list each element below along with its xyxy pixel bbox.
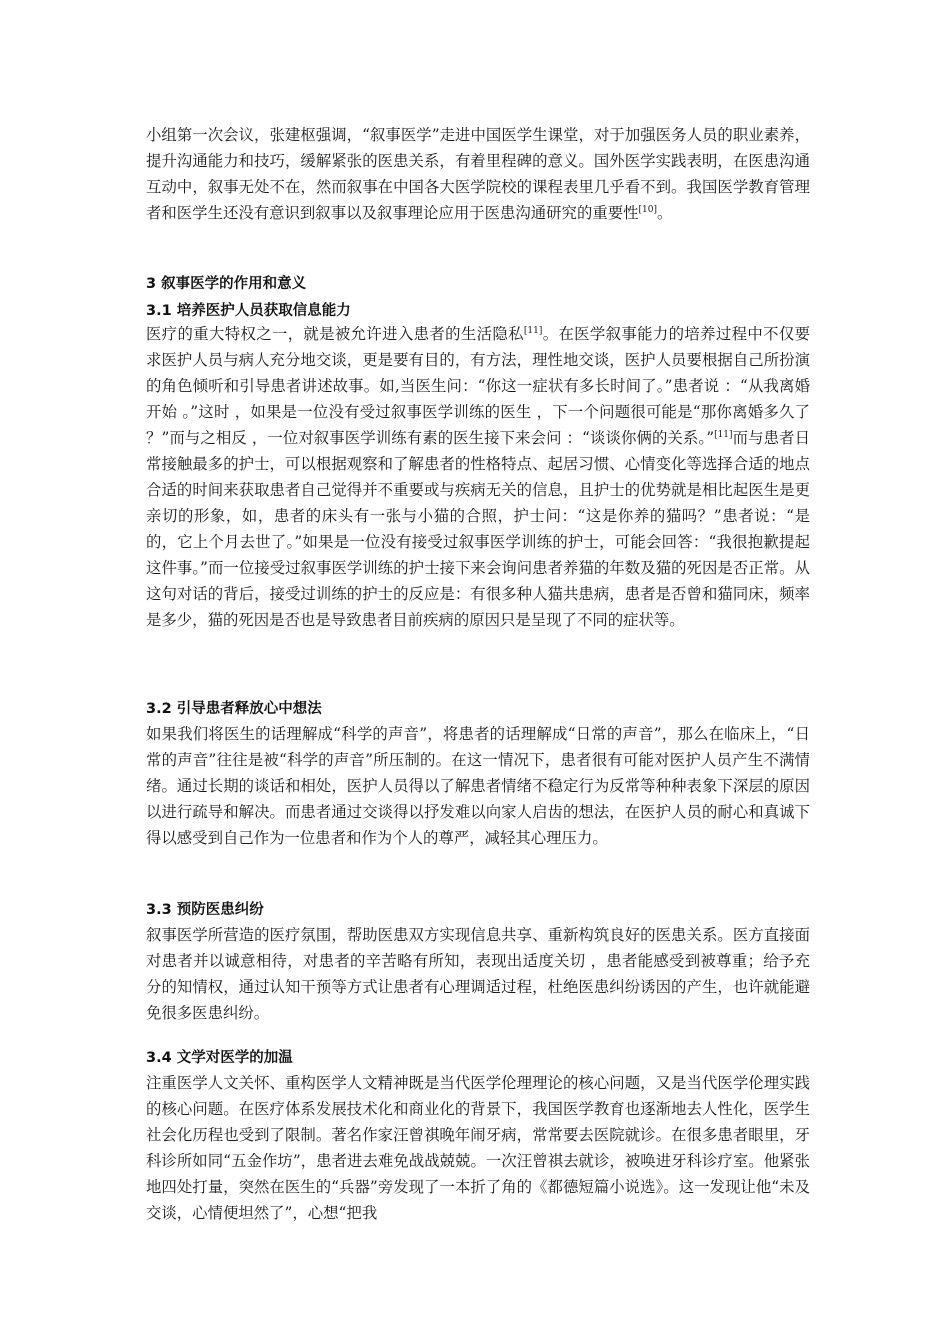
section-3-heading: 3 叙事医学的作用和意义: [146, 276, 307, 292]
citation-11-b: [11]: [714, 430, 733, 440]
section-3-4-paragraph: 注重医学人文关怀、重构医学人文精神既是当代医学伦理理论的核心问题，又是当代医学伦理实践的核心问题。在医疗体系发展技术化和商业化的背景下，我国医学教育也逐渐地去人性化，医学生社会化历程也受到了限制。著名作家汪曾祺晚年闹牙病，常常要去医院就诊。在很多患者眼里，牙科诊所如同“五金作坊”，患者进去难免战战兢兢。一次汪曾祺去就诊，被唤进牙科诊疗室。他紧张地四处打量，突然在医生的“兵器”旁发现了一本折了角的《都德短篇小说选》。这一发现让他“未及交谈，心情便坦然了”，心想“把我: [146, 1074, 810, 1222]
intro-text: 小组第一次会议，张建枢强调，“叙事医学”走进中国医学生课堂，对于加强医务人员的职业素养，提升沟通能力和技巧，缓解紧张的医患关系，有着里程碑的意义。国外医学实践表明，在医患沟通互动中，叙事无处不在，然而叙事在中国各大医学院校的课程表里几乎看不到。我国医学教育管理者和医学生还没有意识到叙事以及叙事理论应用于医患沟通研究的重要性: [146, 126, 810, 222]
section-3-2-heading: 3.2 引导患者释放心中想法: [146, 701, 322, 717]
section-3-4: [146, 1046, 810, 1226]
citation-11-a: [11]: [523, 326, 543, 336]
intro-paragraph-block: [146, 122, 810, 226]
section-3-2-paragraph: 如果我们将医生的话理解成“科学的声音”，将患者的话理解成“日常的声音”，那么在临床上，“日常的声音”往往是被“科学的声音”所压制的。在这一情况下，患者很有可能对医护人员产生不满情绪。通过长期的谈话和相处，医护人员得以了解患者情绪不稳定行为反常等种种表象下深层的原因以进行疏导和解决。而患者通过交谈得以抒发难以向家人启齿的想法，在医护人员的耐心和真诚下得以感受到自己作为一位患者和作为个人的尊严，减轻其心理压力。: [146, 725, 810, 847]
section-3-1-paragraph: [146, 321, 810, 633]
section-3-1-text-b: 。在医学叙事能力的培养过程中不仅要求医护人员与病人充分地交谈，更是要有目的，有方法，理性地交谈，医护人员要根据自己所扮演的角色倾听和引导患者讲述故事。如,当医生问：“你这一症状有多长时间了。”患者说 ：“从我离婚开始 。”这时 ，如果是一位没有受过叙事医学训练的医生 ，下一个问题很可能是“那你离婚多久了 ？”而与之相反 ，一位对叙事医学训练有素的医生接下来会问 ：“谈谈你俩的关系。”: [146, 325, 810, 447]
section-3-1-text-c: 而与患者日常接触最多的护士，可以根据观察和了解患者的性格特点、起居习惯、心情变化等选择合适的地点合适的时间来获取患者自己觉得并不重要或与疾病无关的信息，且护士的优势就是相比起医生是更亲切的形象，如，患者的床头有一张与小猫的合照，护士问：“这是你养的猫吗？”患者说：“是的，它上个月去世了。”如果是一位没有接受过叙事医学训练的护士，可能会回答：“我很抱歉提起这件事。”而一位接受过叙事医学训练的护士接下来会询问患者养猫的年数及猫的死因是否正常。从这句对话的背后，接受过训练的护士的反应是：有很多种人猫共患病，患者是否曾和猫同床，频率是多少，猫的死因是否也是导致患者目前疾病的原因只是呈现了不同的症状等。: [146, 429, 810, 629]
section-3-1-body: [146, 321, 810, 633]
section-3-3-paragraph: 叙事医学所营造的医疗氛围，帮助医患双方实现信息共享、重新构筑良好的医患关系。医方直接面对患者并以诚意相待，对患者的辛苦略有所知，表现出适度关切 ，患者能感受到被尊重；给予充分的知情权，通过认知干预等方式让患者有心理调适过程，杜绝医患纠纷诱因的产生，也许就能避免很多医患纠纷。: [146, 926, 810, 1022]
section-3-3: [146, 898, 810, 1026]
section-3-4-heading: 3.4 文学对医学的加温: [146, 1050, 293, 1066]
section-3-1-text-a: 医疗的重大特权之一，就是被允许进入患者的生活隐私: [146, 325, 524, 343]
intro-tail: 。: [657, 204, 673, 222]
section-3-3-heading: 3.3 预防医患纠纷: [146, 902, 264, 918]
citation-10: [10]: [638, 205, 657, 215]
intro-paragraph: [146, 122, 810, 226]
section-3-heading-block: [146, 272, 810, 323]
section-3-2: [146, 697, 810, 851]
section-3-1-heading: 3.1 培养医护人员获取信息能力: [146, 303, 351, 319]
